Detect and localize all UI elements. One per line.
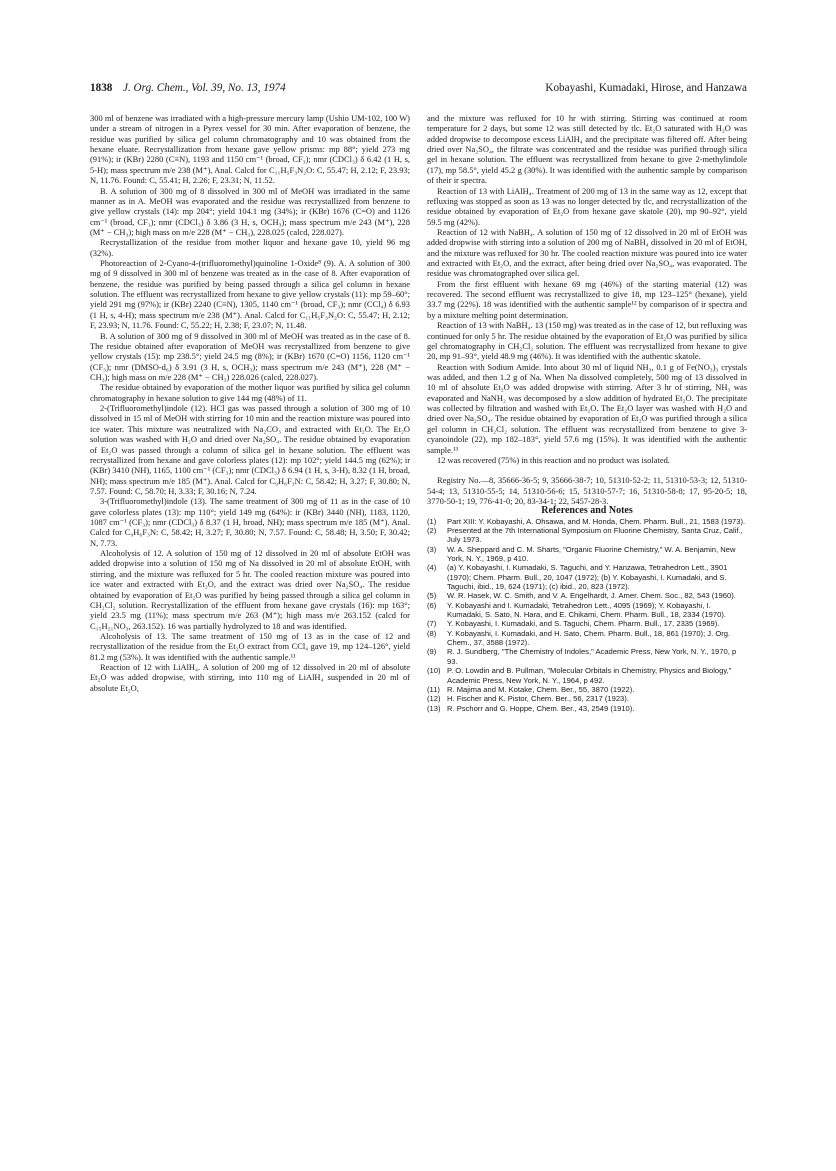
- reference-text: Y. Kobayashi, I. Kumadaki, and H. Sato, Chem. Pharm. Bull., 18, 861 (1970); J. Org. Chem., 37, 3588 (1972).: [447, 628, 731, 648]
- reference-item: [427, 685, 747, 694]
- reference-text: R. Majima and M. Kotake, Chem. Ber., 55, 3870 (1922).: [447, 684, 635, 694]
- journal-citation: J. Org. Chem., Vol. 39, No. 13, 1974: [123, 82, 286, 94]
- paragraph: Alcoholysis of 13. The same treatment of 150 mg of 13 as in the case of 12 and recrystallization of the residue from the Et₂O extract from CCl₄ gave 19, mp 124–126°, yield 81.2 mg (53%). It was identified with the authentic sample.¹¹: [90, 630, 410, 662]
- reference-item: [427, 666, 747, 685]
- reference-number: (1): [427, 516, 437, 526]
- left-column: [90, 113, 410, 693]
- paragraph: Reaction of 13 with LiAlH₄. Treatment of 200 mg of 13 in the same way as 12, except that refluxing was stopped as soon as 13 was no longer detected by tlc, and recrystallization of the residue obtained by evaporation of Et₂O from hexane gave skatole (20), mp 90–92°, yield 59.5 mg (42%).: [427, 185, 747, 227]
- page-header: [90, 80, 747, 96]
- reference-text: (a) Y. Kobayashi, I. Kumadaki, S. Taguchi, and Y. Hanzawa, Tetrahedron Lett., 3901 (1970); Chem. Pharm. Bull., 20, 1047 (1972); (b) Y. Kobayashi, I. Kumadaki, and S. Taguchi, ibid., 19, 624 (1971); (c) ibid., 20, 823 (1972).: [447, 563, 728, 592]
- reference-number: (6): [427, 600, 437, 610]
- paragraph: Alcoholysis of 12. A solution of 150 mg of 12 dissolved in 20 ml of absolute EtOH was added dropwise into a solution of 150 mg of Na dissolved in 20 ml of absolute EtOH, with stirring, and the mixture was refluxed for 5 hr. The cooled reaction mixture was poured into ice water and extracted with Et₂O, and the extract was dried over Na₂SO₄. The residue obtained by evaporation of Et₂O was purified by being passed through a silica gel column in CH₂Cl₂ solution. Recrystallization of the effluent from hexane gave crystals (16): mp 163°; yield 23.5 mg (11%); mass spectrum m/e 263 (M⁺); high mass m/e 263.152 (calcd for C₁₅H₂₁NO₃, 263.152). 16 was partially hydrolyzed to 18 and was identified.: [90, 548, 410, 631]
- paragraph: Recrystallization of the residue from mother liquor and hexane gave 10, yield 96 mg (32%).: [90, 237, 410, 258]
- reference-number: (12): [427, 694, 441, 704]
- references-heading: References and Notes: [541, 505, 633, 517]
- reference-item: [427, 629, 747, 648]
- reference-text: W. R. Hasek, W. C. Smith, and V. A. Engelhardt, J. Amer. Chem. Soc., 82, 543 (1960).: [447, 591, 736, 601]
- reference-text: H. Fischer and K. Pistor, Chem. Ber., 56, 2317 (1923).: [447, 694, 629, 704]
- reference-number: (5): [427, 591, 437, 601]
- right-column: [427, 113, 747, 713]
- reference-item: [427, 647, 747, 666]
- reference-number: (2): [427, 526, 437, 535]
- reference-text: P. O. Lowdin and B. Pullman, "Molecular Orbitals in Chemistry, Physics and Biology," Academic Press, New York, N. Y., 1964, p 492.: [447, 666, 732, 685]
- paragraph: From the first effluent with hexane 69 mg (46%) of the starting material (12) was recovered. The second effluent was recrystallized to give 18, mp 123–125° (hexane), yield 33.7 mg (22%). 18 was identified with the authentic sample¹² by comparison of ir spectra and by a mixture melting point determination.: [427, 278, 747, 320]
- references-list: [427, 517, 747, 713]
- reference-number: (11): [427, 684, 440, 694]
- paragraph: 12 was recovered (75%) in this reaction and no product was isolated.: [437, 454, 670, 465]
- paragraph: 300 ml of benzene was irradiated with a high-pressure mercury lamp (Ushio UM-102, 100 W) under a stream of nitrogen in a Pyrex vessel for 30 min. After evaporation of benzene, the residue was purified by silica gel column chromatography and 10 was obtained from the hexane eluate. Recrystallization from hexane gave yellow prisms: mp 88°; yield 273 mg (91%); ir (KBr) 2280 (C≡N), 1193 and 1150 cm⁻¹ (broad, CF₃); nmr (CDCl₃) δ 6.42 (1 H, s, 5-H); mass spectrum m/e 238 (M⁺), Anal. Calcd for C₁₁H₅F₃N₂O: C, 55.47; H, 2.12; F, 23.93; N, 11.76. Found: C, 55.41; H, 2.26; F, 23.31; N, 11.52.: [90, 113, 410, 186]
- reference-text: Y. Kobayashi and I. Kumadaki, Tetrahedron Lett., 4095 (1969); Y. Kobayashi, I. Kumadaki, S. Sato, N. Hara, and E. Chikami, Chem. Pharm. Bull., 18, 2334 (1970).: [447, 600, 726, 620]
- reference-item: [427, 545, 747, 564]
- paragraph: 3-(Trifluoromethyl)indole (13). The same treatment of 300 mg of 11 as in the case of 10 gave colorless plates (13): mp 110°; yield 149 mg (64%): ir (KBr) 3440 (NH), 1183, 1120, 1087 cm⁻¹ (CF₃); nmr (CDCl₃) δ 8.37 (1 H, broad, NH); mass spectrum m/e 185 (M⁺). Anal. Calcd for C₉H₆F₃N: C, 58.42; H, 3.27; F, 30.80; N, 7.57. Found: C, 58.48; H, 3.50; F, 30.42; N, 7.73.: [90, 496, 410, 548]
- paragraph: Reaction with Sodium Amide. Into about 30 ml of liquid NH₃, 0.1 g of Fe(NO₃)₃ crystals was added, and then 1.2 g of Na. When Na dissolved completely, 500 mg of 13 dissolved in 10 ml of absolute Et₂O was added dropwise with stirring. After 3 hr of stirring, NH₃ was evaporated and NaNH₂ was decomposed by a slow addition of hydrated Et₂O. The precipitate was collected by filtration and washed with Et₂O. The Et₂O layer was washed with H₂O and dried over Na₂SO₄. The residue obtained by evaporation of Et₂O was purified through a silica gel column in CH₂Cl₂ solution. The effluent was recrystallized from benzene to give 3-cyanoindole (22), mp 182–183°, yield 57.6 mg (15%). It was identified with the authentic sample.¹³: [427, 361, 747, 455]
- paragraph: and the mixture was refluxed for 10 hr with stirring. Stirring was continued at room temperature for 2 days, but some 12 was still detected by tlc. Et₂O saturated with H₂O was added dropwise to decompose excess LiAlH₄ and the precipitate was filtered off. After being dried over Na₂SO₄, the filtrate was concentrated and the residue was purified through silica gel in hexane solution. The effluent was recrystallized from hexane to give 2-methylindole (17), mp 58.5°, yield 45.2 g (30%). It was identified with the authentic sample by comparison of their ir spectra.: [427, 113, 747, 186]
- reference-text: R. J. Sundberg, "The Chemistry of Indoles," Academic Press, New York, N. Y., 1970, p 93.: [447, 647, 737, 666]
- reference-text: Part XIII: Y. Kobayashi, A. Ohsawa, and M. Honda, Chem. Pharm. Bull., 21, 1583 (1973).: [447, 516, 746, 526]
- reference-item: [427, 601, 747, 620]
- paragraph: Photoreaction of 2-Cyano-4-(trifluoromethyl)quinoline 1-Oxide⁸ (9). A. A solution of 300 mg of 9 dissolved in 300 ml of benzene was treated as in the case of 8. After evaporation of benzene, the residue was purified by being passed through a silica gel column in hexane solution. The effluent was recrystallized from hexane to give yellow crystals (11): mp 59–60°; yield 291 mg (97%); ir (KBr) 2240 (C≡N), 1305, 1140 cm⁻¹ (broad, CF₃); nmr (CCl₄) δ 6.93 (1 H, s, 4-H); mass spectrum m/e 238 (M⁺). Anal. Calcd for C₁₁H₅F₃N₂O: C, 55.47; H, 2.12; F, 23.93; N, 11.76. Found: C, 55.22; H, 2.38; F, 23.07; N, 11.48.: [90, 258, 410, 331]
- reference-number: (8): [427, 628, 437, 638]
- reference-number: (9): [427, 647, 437, 657]
- paragraph: B. A solution of 300 mg of 8 dissolved in 300 ml of MeOH was irradiated in the same manner as in A. MeOH was evaporated and the residue was recrystallized from benzene to give yellow crystals (14): mp 204°; yield 104.1 mg (34%); ir (KBr) 1676 (C=O) and 1126 cm⁻¹ (broad, CF₃); nmr (CDCl₃) δ 3.86 (3 H, s, OCH₃); mass spectrum m/e 243 (M⁺), 228 (M⁺ − CH₃); high mass on m/e 228 (M⁺ − CH₃), 228.025 (calcd, 228.027).: [90, 185, 410, 237]
- reference-item: [427, 591, 747, 600]
- reference-item: [427, 517, 747, 526]
- reference-number: (10): [427, 666, 441, 676]
- reference-item: [427, 619, 747, 628]
- reference-item: [427, 704, 747, 713]
- paragraph: Reaction of 13 with NaBH₄. 13 (150 mg) was treated as in the case of 12, but refluxing was continued for only 5 hr. The residue obtained by the evaporation of Et₂O was purified by silica gel chromatography in CH₂Cl₂ solution. The effluent was recrystallized from hexane to give 20, mp 91–93°, yield 48.9 mg (46%). It was identified with the authentic skatole.: [427, 320, 747, 362]
- paragraph: Reaction of 12 with LiAlH₄. A solution of 200 mg of 12 dissolved in 20 ml of absolute Et₂O was added dropwise, with stirring, into 110 mg of LiAlH₄ suspended in 20 ml of absolute Et₂O,: [90, 662, 410, 693]
- reference-text: Y. Kobayashi, I. Kumadaki, and S. Taguchi, Chem. Pharm. Bull., 17, 2335 (1969).: [447, 619, 720, 629]
- paragraph: B. A solution of 300 mg of 9 dissolved in 300 ml of MeOH was treated as in the case of 8. The residue obtained after evaporation of MeOH was recrystallized from benzene to give yellow crystals (15): mp 238.5°; yield 24.5 mg (8%); ir (KBr) 1670 (C=O) 1156, 1120 cm⁻¹ (CF₃); nmr (DMSO-d₆) δ 3.91 (3 H, s, OCH₃); mass spectrum m/e 243 (M⁺), 228 (M⁺ − CH₃); high mass on m/e 228 (M⁺ − CH₃) 228.026 (calcd, 228.027).: [90, 330, 410, 382]
- paragraph: 2-(Trifluoromethyl)indole (12). HCl gas was passed through a solution of 300 mg of 10 dissolved in 15 ml of MeOH with stirring for 10 min and the reaction mixture was poured into ice water. This mixture was neutralized with Na₂CO₃ and extracted with Et₂O. The Et₂O solution was washed with H₂O and dried over Na₂SO₄. The residue obtained by evaporation of Et₂O was passed through a column of silica gel in hexane solution. The effluent was recrystallized from hexane and gave colorless plates (12): mp 102°; yield 144.5 mg (62%); ir (KBr) 3410 (NH), 1165, 1100 cm⁻¹ (CF₃); nmr (CDCl₃) δ 6.94 (1 H, s, 3-H), 8.32 (1 H, broad, NH); mass spectrum m/e 185 (M⁺). Anal. Calcd for C₉H₆F₃N: C, 58.42; H, 3.27; F, 30.80; N, 7.57. Found: C, 58.70; H, 3.33; F, 30.16; N, 7.24.: [90, 403, 410, 496]
- reference-item: [427, 694, 747, 703]
- running-authors: Kobayashi, Kumadaki, Hirose, and Hanzawa: [545, 82, 747, 94]
- reference-number: (13): [427, 703, 441, 713]
- reference-number: (3): [427, 544, 437, 554]
- reference-number: (7): [427, 619, 437, 629]
- registry-numbers: Registry No.—8, 35666-36-5; 9, 35666-38-7; 10, 51310-52-2; 11, 51310-53-3; 12, 51310-54-4; 13, 51310-55-5; 14, 51310-56-6; 15, 51310-57-7; 16, 51310-58-8; 17, 95-20-5; 18, 3770-50-1; 19, 776-41-0; 20, 83-34-1; 22, 5457-28-3.: [427, 475, 747, 506]
- reference-text: R. Pschorr and G. Hoppe, Chem. Ber., 43, 2549 (1910).: [447, 703, 635, 713]
- paragraph: The residue obtained by evaporation of the mother liquor was purified by silica gel column chromatography in hexane solution to give 144 mg (48%) of 11.: [90, 382, 410, 403]
- reference-item: [427, 563, 747, 591]
- paragraph: Reaction of 12 with NaBH₄. A solution of 150 mg of 12 dissolved in 20 ml of EtOH was added dropwise with stirring into a solution of 200 mg of NaBH₄ dissolved in 20 ml of EtOH, and the mixture was refluxed for 30 hr. The cooled reaction mixture was poured into ice water and extracted with Et₂O, and the extract, after being dried over Na₂SO₄, was evaporated. The residue was chromatographed over silica gel.: [427, 226, 747, 279]
- reference-text: Presented at the 7th International Symposium on Fluorine Chemistry, Santa Cruz, Calif., July 1973.: [447, 526, 743, 545]
- reference-text: W. A. Sheppard and C. M. Sharts, "Organic Fluorine Chemistry," W. A. Benjamin, New York, N. Y., 1969, p 410.: [447, 544, 736, 564]
- reference-number: (4): [427, 563, 437, 573]
- reference-item: [427, 526, 747, 545]
- page-number: 1838: [90, 82, 113, 94]
